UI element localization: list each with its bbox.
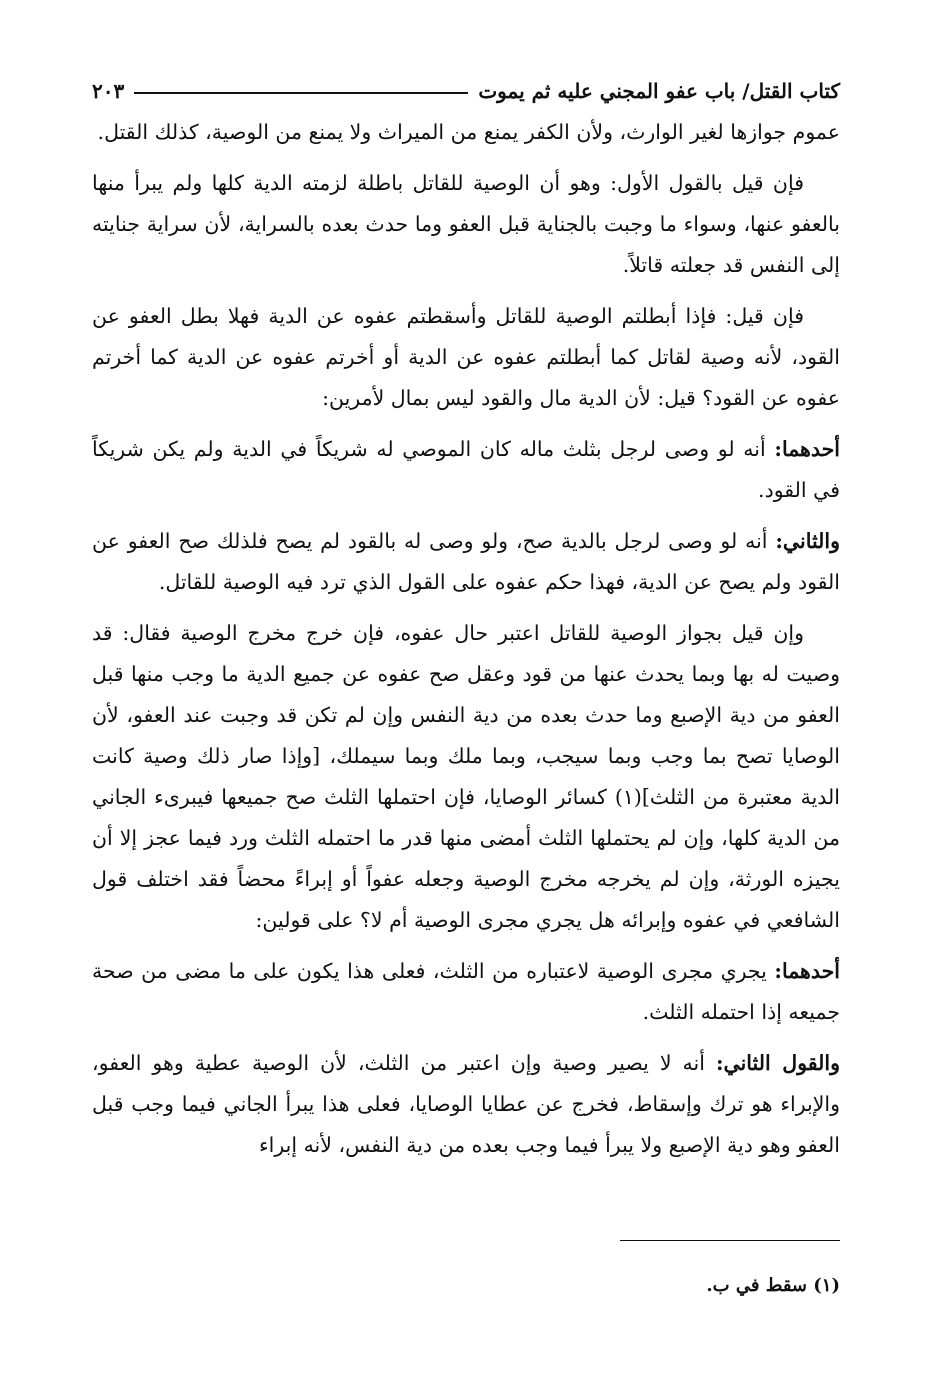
paragraph bbox=[92, 296, 840, 419]
paragraph bbox=[92, 613, 840, 941]
paragraph-lead: والقول الثاني: bbox=[715, 1051, 840, 1075]
paragraph-text: فإن قيل: فإذا أبطلتم الوصية للقاتل وأسقطتم عفوه عن الدية فهلا بطل العفو عن القود، لأنه وصية لقاتل كما أبطلتم عفوه عن الدية أو أخرتم عفوه عن الدية كما أخرتم عفوه عن القود؟ قيل: لأن الدية مال والقود ليس بمال لأمرين: bbox=[92, 304, 840, 410]
paragraph bbox=[92, 112, 840, 153]
paragraph bbox=[92, 429, 840, 511]
paragraph-text: أنه لو وصى لرجل بثلث ماله كان الموصي له شريكاً في الدية ولم يكن شريكاً في القود. bbox=[92, 437, 840, 502]
paragraph bbox=[92, 951, 840, 1033]
paragraph-text: أنه لا يصير وصية وإن اعتبر من الثلث، لأن الوصية عطية وهو العفو، والإبراء هو ترك وإسقاط، فخرج عن عطايا الوصايا، فعلى هذا يبرأ الجاني فيما وجب قبل العفو وهو دية الإصبع ولا يبرأ فيما وجب بعده من دية النفس، لأنه إبراء bbox=[92, 1051, 840, 1157]
paragraph-lead: أحدهما: bbox=[774, 437, 840, 461]
header-rule bbox=[134, 92, 468, 94]
paragraph-text: وإن قيل بجواز الوصية للقاتل اعتبر حال عفوه، فإن خرج مخرج الوصية فقال: قد وصيت له بها وبما يحدث عنها من قود وعقل صح عفوه عن جميع الدية ما وجب منها قبل العفو من دية الإصبع وما حدث بعده من دية النفس وإن لم تكن قد وجبت عند العفو، لأن الوصايا تصح بما وجب وبما سيجب، وبما ملك وبما سيملك، [وإذا صار ذلك وصية كانت الدية معتبرة من الثلث](١) كسائر الوصايا، فإن احتملها الثلث صح جميعها فيبرىء الجاني من الدية كلها، وإن لم يحتملها الثلث أمضى منها قدر ما احتمله الثلث ورد فيما عجز إلا أن يجيزه الورثة، وإن لم يخرجه مخرج الوصية وجعله عفواً أو إبراءً محضاً فقد اختلف قول الشافعي في عفوه وإبرائه هل يجري مجرى الوصية أم لا؟ على قولين: bbox=[92, 621, 840, 932]
paragraph bbox=[92, 1043, 840, 1166]
paragraph-text: أنه لو وصى لرجل بالدية صح، ولو وصى له بالقود لم يصح فلذلك صح العفو عن القود ولم يصح عن الدية، فهذا حكم عفوه على القول الذي ترد فيه الوصية للقاتل. bbox=[92, 529, 840, 594]
paragraph-text: عموم جوازها لغير الوارث، ولأن الكفر يمنع من الميراث ولا يمنع من الوصية، كذلك القتل. bbox=[97, 120, 840, 144]
paragraph bbox=[92, 521, 840, 603]
footnote: (١) سقط في ب. bbox=[706, 1275, 840, 1296]
footnote-rule bbox=[620, 1240, 840, 1241]
body-text bbox=[92, 112, 840, 1166]
paragraph-lead: أحدهما: bbox=[774, 959, 840, 983]
page bbox=[92, 76, 840, 1296]
header-title: كتاب القتل/ باب عفو المجني عليه ثم يموت bbox=[478, 79, 840, 103]
paragraph-lead: والثاني: bbox=[775, 529, 840, 553]
paragraph bbox=[92, 163, 840, 286]
paragraph-text: فإن قيل بالقول الأول: وهو أن الوصية للقاتل باطلة لزمته الدية كلها ولم يبرأ منها بالعفو عنها، وسواء ما وجبت بالجناية قبل العفو وما حدث بعده بالسراية، لأن سراية جنايته إلى النفس قد جعلته قاتلاً. bbox=[92, 171, 840, 277]
running-header bbox=[92, 76, 840, 106]
page-number: ٢٠٣ bbox=[92, 79, 125, 103]
paragraph-text: يجري مجرى الوصية لاعتباره من الثلث، فعلى هذا يكون على ما مضى من صحة جميعه إذا احتمله الثلث. bbox=[92, 959, 840, 1024]
